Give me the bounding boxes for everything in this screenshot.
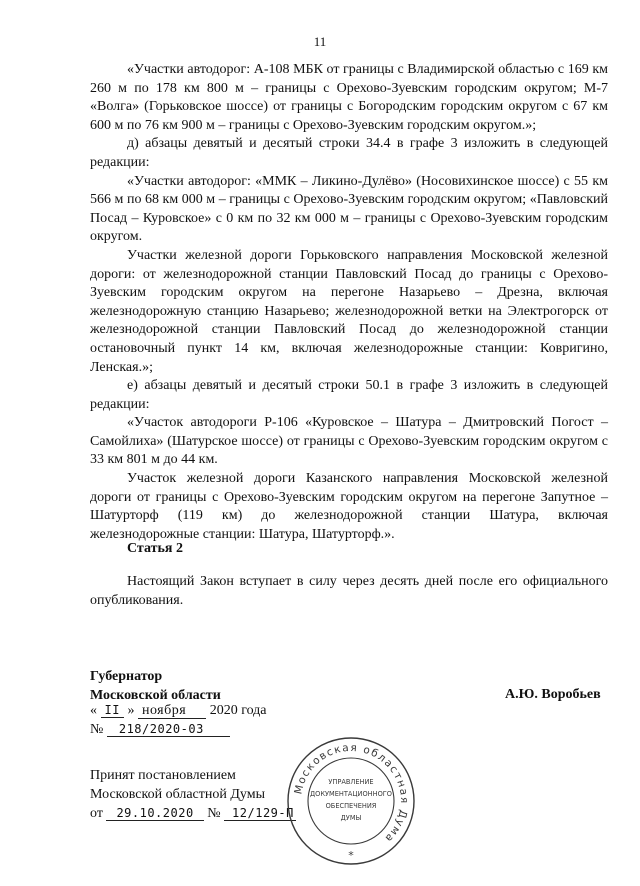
official-stamp [285, 735, 417, 867]
adoption-date: 29.10.2020 [106, 806, 203, 821]
paragraph: «Участки автодорог: «ММК – Ликино-Дулёво» (Носовихинское шоссе) с 55 км 566 м по 68 км 000 м – границы с Орехово-Зуевским городским округом; «Павловский Посад – Куровское» с 0 км по 32 км 000 м – границы с Орехово-Зуевским городским округом. [90, 173, 608, 245]
signing-date [90, 703, 267, 719]
law-number-value: 218/2020-03 [107, 722, 230, 737]
adoption-number: 12/129-П [224, 806, 296, 821]
date-year: 2020 года [209, 703, 267, 718]
stamp-center-line: УПРАВЛЕНИЕ [328, 778, 374, 786]
paragraph: «Участок автодороги Р-106 «Куровское – Шатура – Дмитровский Погост – Самойлиха» (Шатурское шоссе) от границы с Орехово-Зуевским городским округом с 33 км 801 м до 44 км. [90, 415, 608, 468]
paragraph: д) абзацы девятый и десятый строки 34.4 в графе 3 изложить в следующей редакции: [90, 136, 608, 170]
date-close-quote: » [127, 703, 135, 718]
adoption-number-sign: № [207, 806, 221, 822]
adoption-block [90, 767, 296, 824]
stamp-center-line: ОБЕСПЕЧЕНИЯ [325, 802, 377, 810]
governor-title [90, 668, 221, 705]
stamp-star-icon: * [348, 849, 354, 862]
document-body [90, 61, 608, 544]
adoption-line1: Принят постановлением [90, 768, 236, 783]
law-number [90, 722, 230, 738]
paragraph: Участки железной дороги Горьковского направления Московской железной дороги: от железнодорожной станции Павловский Посад до границы с Орехово-Зуевским городским округом на перегоне Назарьево – Дрезна, включая железнодорожную станцию Назарьево; железнодорожной ветки на Электрогорск от железнодорожной станции Павловский Посад до железнодорожной станции остановочный пункт 14 км, включая железнодорожные станции: Ковригино, Ленская.»; [90, 247, 608, 375]
paragraph: «Участки автодорог: А-108 МБК от границы с Владимирской областью с 169 км 260 м по 178 км 800 м – границы с Орехово-Зуевским городским округом; М-7 «Волга» (Горьковское шоссе) от границы с Богородским городским округом с 67 км 600 м по 76 км 900 м – границы с Орехово-Зуевским городским округом.»; [90, 62, 608, 133]
adoption-from: от [90, 806, 103, 822]
paragraph: е) абзацы девятый и десятый строки 50.1 в графе 3 изложить в следующей редакции: [90, 378, 608, 412]
article-heading: Статья 2 [127, 541, 183, 556]
law-number-sign: № [90, 722, 104, 737]
adoption-line3 [90, 804, 296, 824]
adoption-line2: Московской областной Думы [90, 786, 265, 802]
stamp-ring-text: Московская областная Дума [292, 741, 411, 846]
governor-title-line1: Губернатор [90, 669, 163, 684]
final-paragraph: Настоящий Закон вступает в силу через десять дней после его официального опубликования. [90, 574, 608, 608]
date-open-quote: « [90, 703, 97, 718]
page-number: 11 [313, 34, 327, 49]
stamp-center-line: ДУМЫ [340, 814, 362, 822]
paragraph: Участок железной дороги Казанского направления Московской железной дороги от границы с Орехово-Зуевским городским округом на перегоне Запутное – Шатурторф (119 км) до железнодорожной станции Шатура, включая железнодорожные станции: Шатура, Шатурторф.». [90, 471, 608, 542]
governor-title-line2: Московской области [90, 687, 221, 703]
stamp-center-line: ДОКУМЕНТАЦИОННОГО [310, 790, 392, 798]
date-month: ноября [138, 703, 206, 719]
governor-name: А.Ю. Воробьев [505, 687, 601, 702]
date-day: II [101, 703, 124, 718]
